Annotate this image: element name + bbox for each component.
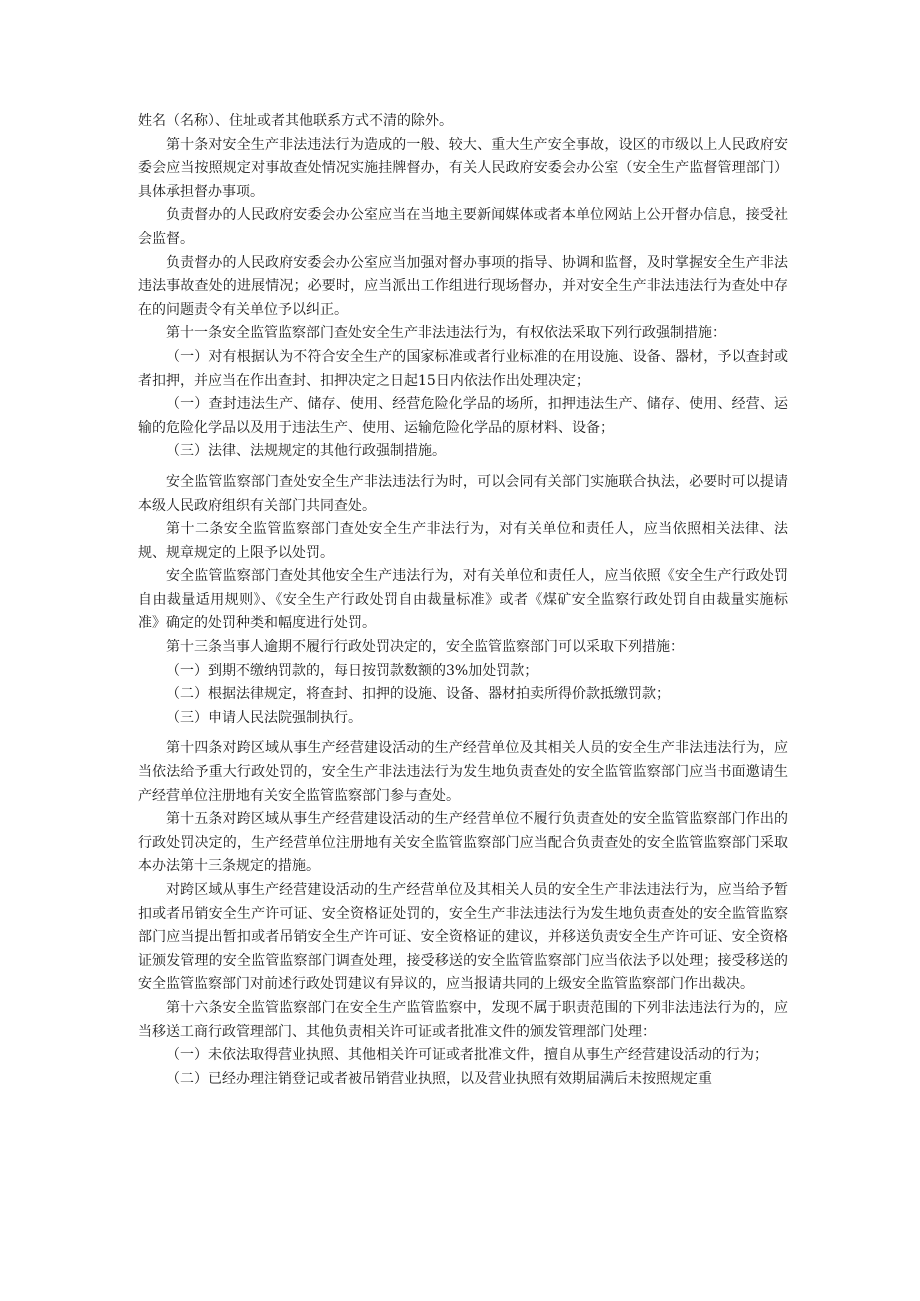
paragraph: 负责督办的人民政府安委会办公室应当加强对督办事项的指导、协调和监督，及时掌握安全生产非法违法事故查处的进展情况；必要时，应当派出工作组进行现场督办，并对安全生产非法违法行为查处中存在的问题责令有关单位予以纠正。 [138, 254, 788, 318]
paragraph-article-11: 第十一条安全监管监察部门查处安全生产非法违法行为，有权依法采取下列行政强制措施： [166, 325, 726, 342]
paragraph-article-10: 第十条对安全生产非法违法行为造成的一般、较大、重大生产安全事故，设区的市级以上人民政府安委会应当按照规定对事故查处情况实施挂牌督办，有关人民政府安委会办公室（安全生产监督管理部门）具体承担督办事项。 [138, 136, 788, 200]
paragraph-article-15: 第十五条对跨区域从事生产经营建设活动的生产经营单位不履行负责查处的安全监管监察部门作出的行政处罚决定的，生产经营单位注册地有关安全监管监察部门应当配合负责查处的安全监管监察部门采取本办法第十三条规定的措施。 [138, 811, 788, 875]
list-item: （一）到期不缴纳罚款的，每日按罚款数额的3%加处罚款； [166, 662, 539, 679]
paragraph-article-14: 第十四条对跨区域从事生产经营建设活动的生产经营单位及其相关人员的安全生产非法违法行为，应当依法给予重大行政处罚的，安全生产非法违法行为发生地负责查处的安全监管监察部门应当书面邀请生产经营单位注册地有关安全监管监察部门参与查处。 [138, 740, 788, 804]
paragraph-continuation: 姓名（名称）、住址或者其他联系方式不清的除外。 [138, 113, 453, 129]
paragraph-article-12: 第十二条安全监管监察部门查处安全生产非法行为，对有关单位和责任人，应当依照相关法律、法规、规章规定的上限予以处罚。 [138, 521, 788, 561]
list-item: （三）申请人民法院强制执行。 [166, 709, 362, 726]
paragraph: 安全监管监察部门查处安全生产非法违法行为时，可以会同有关部门实施联合执法，必要时可以提请本级人民政府组织有关部门共同查处。 [138, 473, 788, 514]
paragraph-article-13: 第十三条当事人逾期不履行行政处罚决定的，安全监管监察部门可以采取下列措施： [166, 639, 684, 656]
list-item: （一）对有根据认为不符合安全生产的国家标准或者行业标准的在用设施、设备、器材，予以查封或者扣押，并应当在作出查封、扣押决定之日起15日内依法作出处理决定； [138, 348, 788, 389]
list-item: （三）法律、法规规定的其他行政强制措施。 [166, 443, 446, 460]
document-body [138, 110, 788, 1091]
paragraph: 负责督办的人民政府安委会办公室应当在当地主要新闻媒体或者本单位网站上公开督办信息，接受社会监督。 [138, 207, 788, 247]
list-item: （二）根据法律规定，将查封、扣押的设施、设备、器材拍卖所得价款抵缴罚款； [166, 686, 670, 703]
list-item: （一）未依法取得营业执照、其他相关许可证或者批准文件，擅自从事生产经营建设活动的行为； [166, 1047, 768, 1064]
paragraph-article-16: 第十六条安全监管监察部门在安全生产监管监察中，发现不属于职责范围的下列非法违法行为的，应当移送工商行政管理部门、其他负责相关许可证或者批准文件的颁发管理部门处理： [138, 999, 788, 1040]
paragraph: 对跨区域从事生产经营建设活动的生产经营单位及其相关人员的安全生产非法违法行为，应当给予暂扣或者吊销安全生产许可证、安全资格证处罚的，安全生产非法违法行为发生地负责查处的安全监管监察部门应当提出暂扣或者吊销安全生产许可证、安全资格证的建议，并移送负责安全生产许可证、安全资格证颁发管理的安全监管监察部门调查处理，接受移送的安全监管监察部门应当依法予以处理；接受移送的安全监管监察部门对前述行政处罚建议有异议的，应当报请共同的上级安全监管监察部门作出裁决。 [138, 882, 788, 993]
paragraph: 安全监管监察部门查处其他安全生产违法行为，对有关单位和责任人，应当依照《安全生产行政处罚自由裁量适用规则》、《安全生产行政处罚自由裁量标准》或者《煤矿安全监察行政处罚自由裁量实施标准》确定的处罚种类和幅度进行处罚。 [138, 568, 788, 632]
list-item: （二）已经办理注销登记或者被吊销营业执照，以及营业执照有效期届满后未按照规定重 [166, 1070, 712, 1087]
list-item: （一）查封违法生产、储存、使用、经营危险化学品的场所，扣押违法生产、储存、使用、经营、运输的危险化学品以及用于违法生产、使用、运输危险化学品的原材料、设备； [138, 396, 788, 436]
